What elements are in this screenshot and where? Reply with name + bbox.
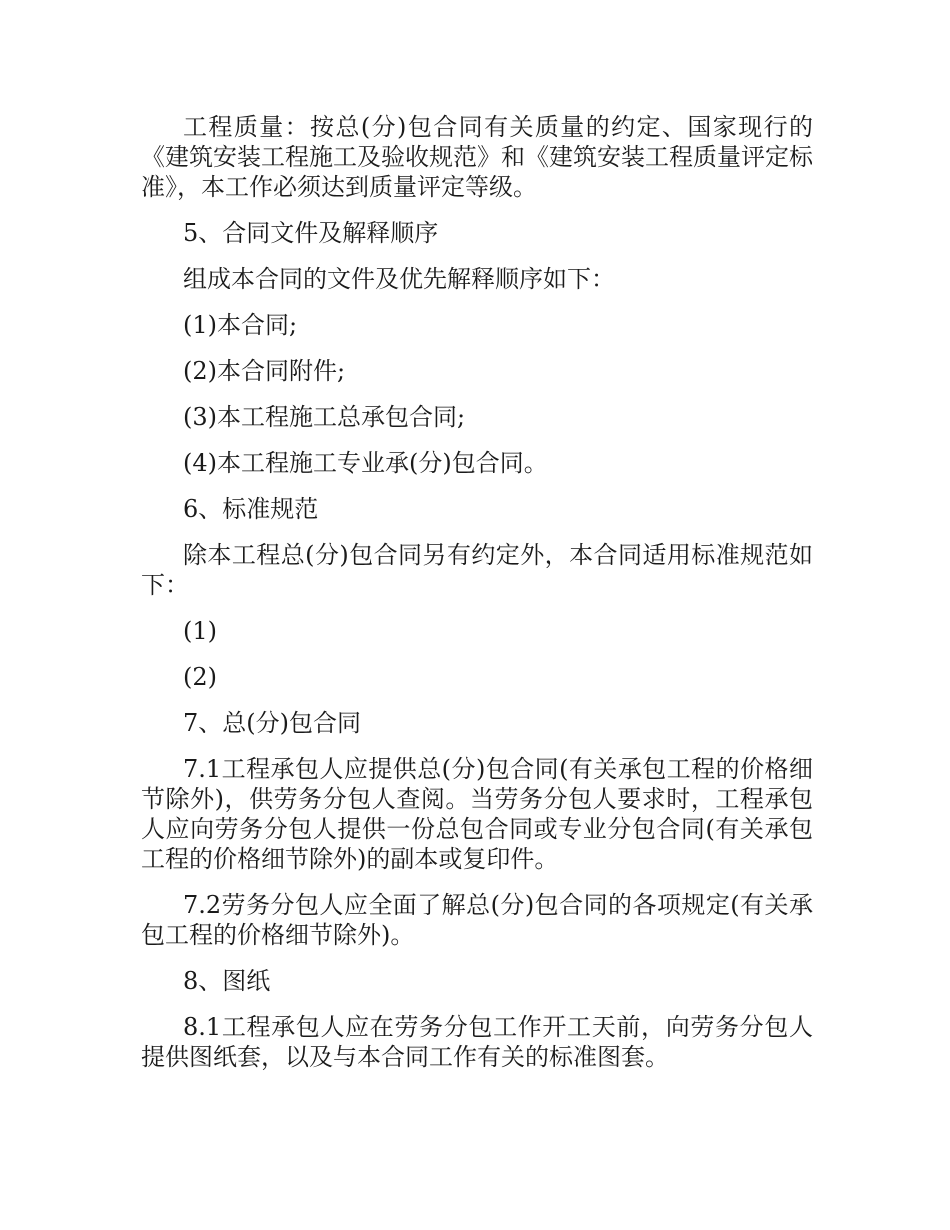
clause-7-2: 7.2劳务分包人应全面了解总(分)包合同的各项规定(有关承包工程的价格细节除外)。: [141, 891, 813, 949]
list-item-standard-1: (1): [183, 617, 217, 645]
list-item-document-3: (3)本工程施工总承包合同;: [183, 403, 466, 431]
clause-7-1: 7.1工程承包人应提供总(分)包合同(有关承包工程的价格细节除外)，供劳务分包人查阅。当劳务分包人要求时，工程承包人应向劳务分包人提供一份总包合同或专业分包合同(有关承包工程的价格细节除外)的副本或复印件。: [141, 755, 813, 873]
heading-standards: 6、标准规范: [183, 495, 319, 523]
paragraph-document-order-intro: 组成本合同的文件及优先解释顺序如下：: [183, 265, 615, 293]
clause-8-1: 8.1工程承包人应在劳务分包工作开工天前，向劳务分包人提供图纸套，以及与本合同工作有关的标准图套。: [141, 1013, 813, 1071]
document-body: [141, 112, 813, 1088]
list-item-document-2: (2)本合同附件;: [183, 357, 346, 385]
list-item-document-4: (4)本工程施工专业承(分)包合同。: [183, 449, 548, 477]
paragraph-quality: 工程质量：按总(分)包合同有关质量的约定、国家现行的《建筑安装工程施工及验收规范》和《建筑安装工程质量评定标准》，本工作必须达到质量评定等级。: [141, 113, 813, 201]
heading-main-contract: 7、总(分)包合同: [183, 709, 361, 737]
heading-contract-documents: 5、合同文件及解释顺序: [183, 219, 439, 247]
paragraph-standards-intro: 除本工程总(分)包合同另有约定外，本合同适用标准规范如下：: [141, 541, 813, 599]
heading-drawings: 8、图纸: [183, 967, 271, 995]
list-item-document-1: (1)本合同;: [183, 311, 298, 339]
list-item-standard-2: (2): [183, 663, 217, 691]
